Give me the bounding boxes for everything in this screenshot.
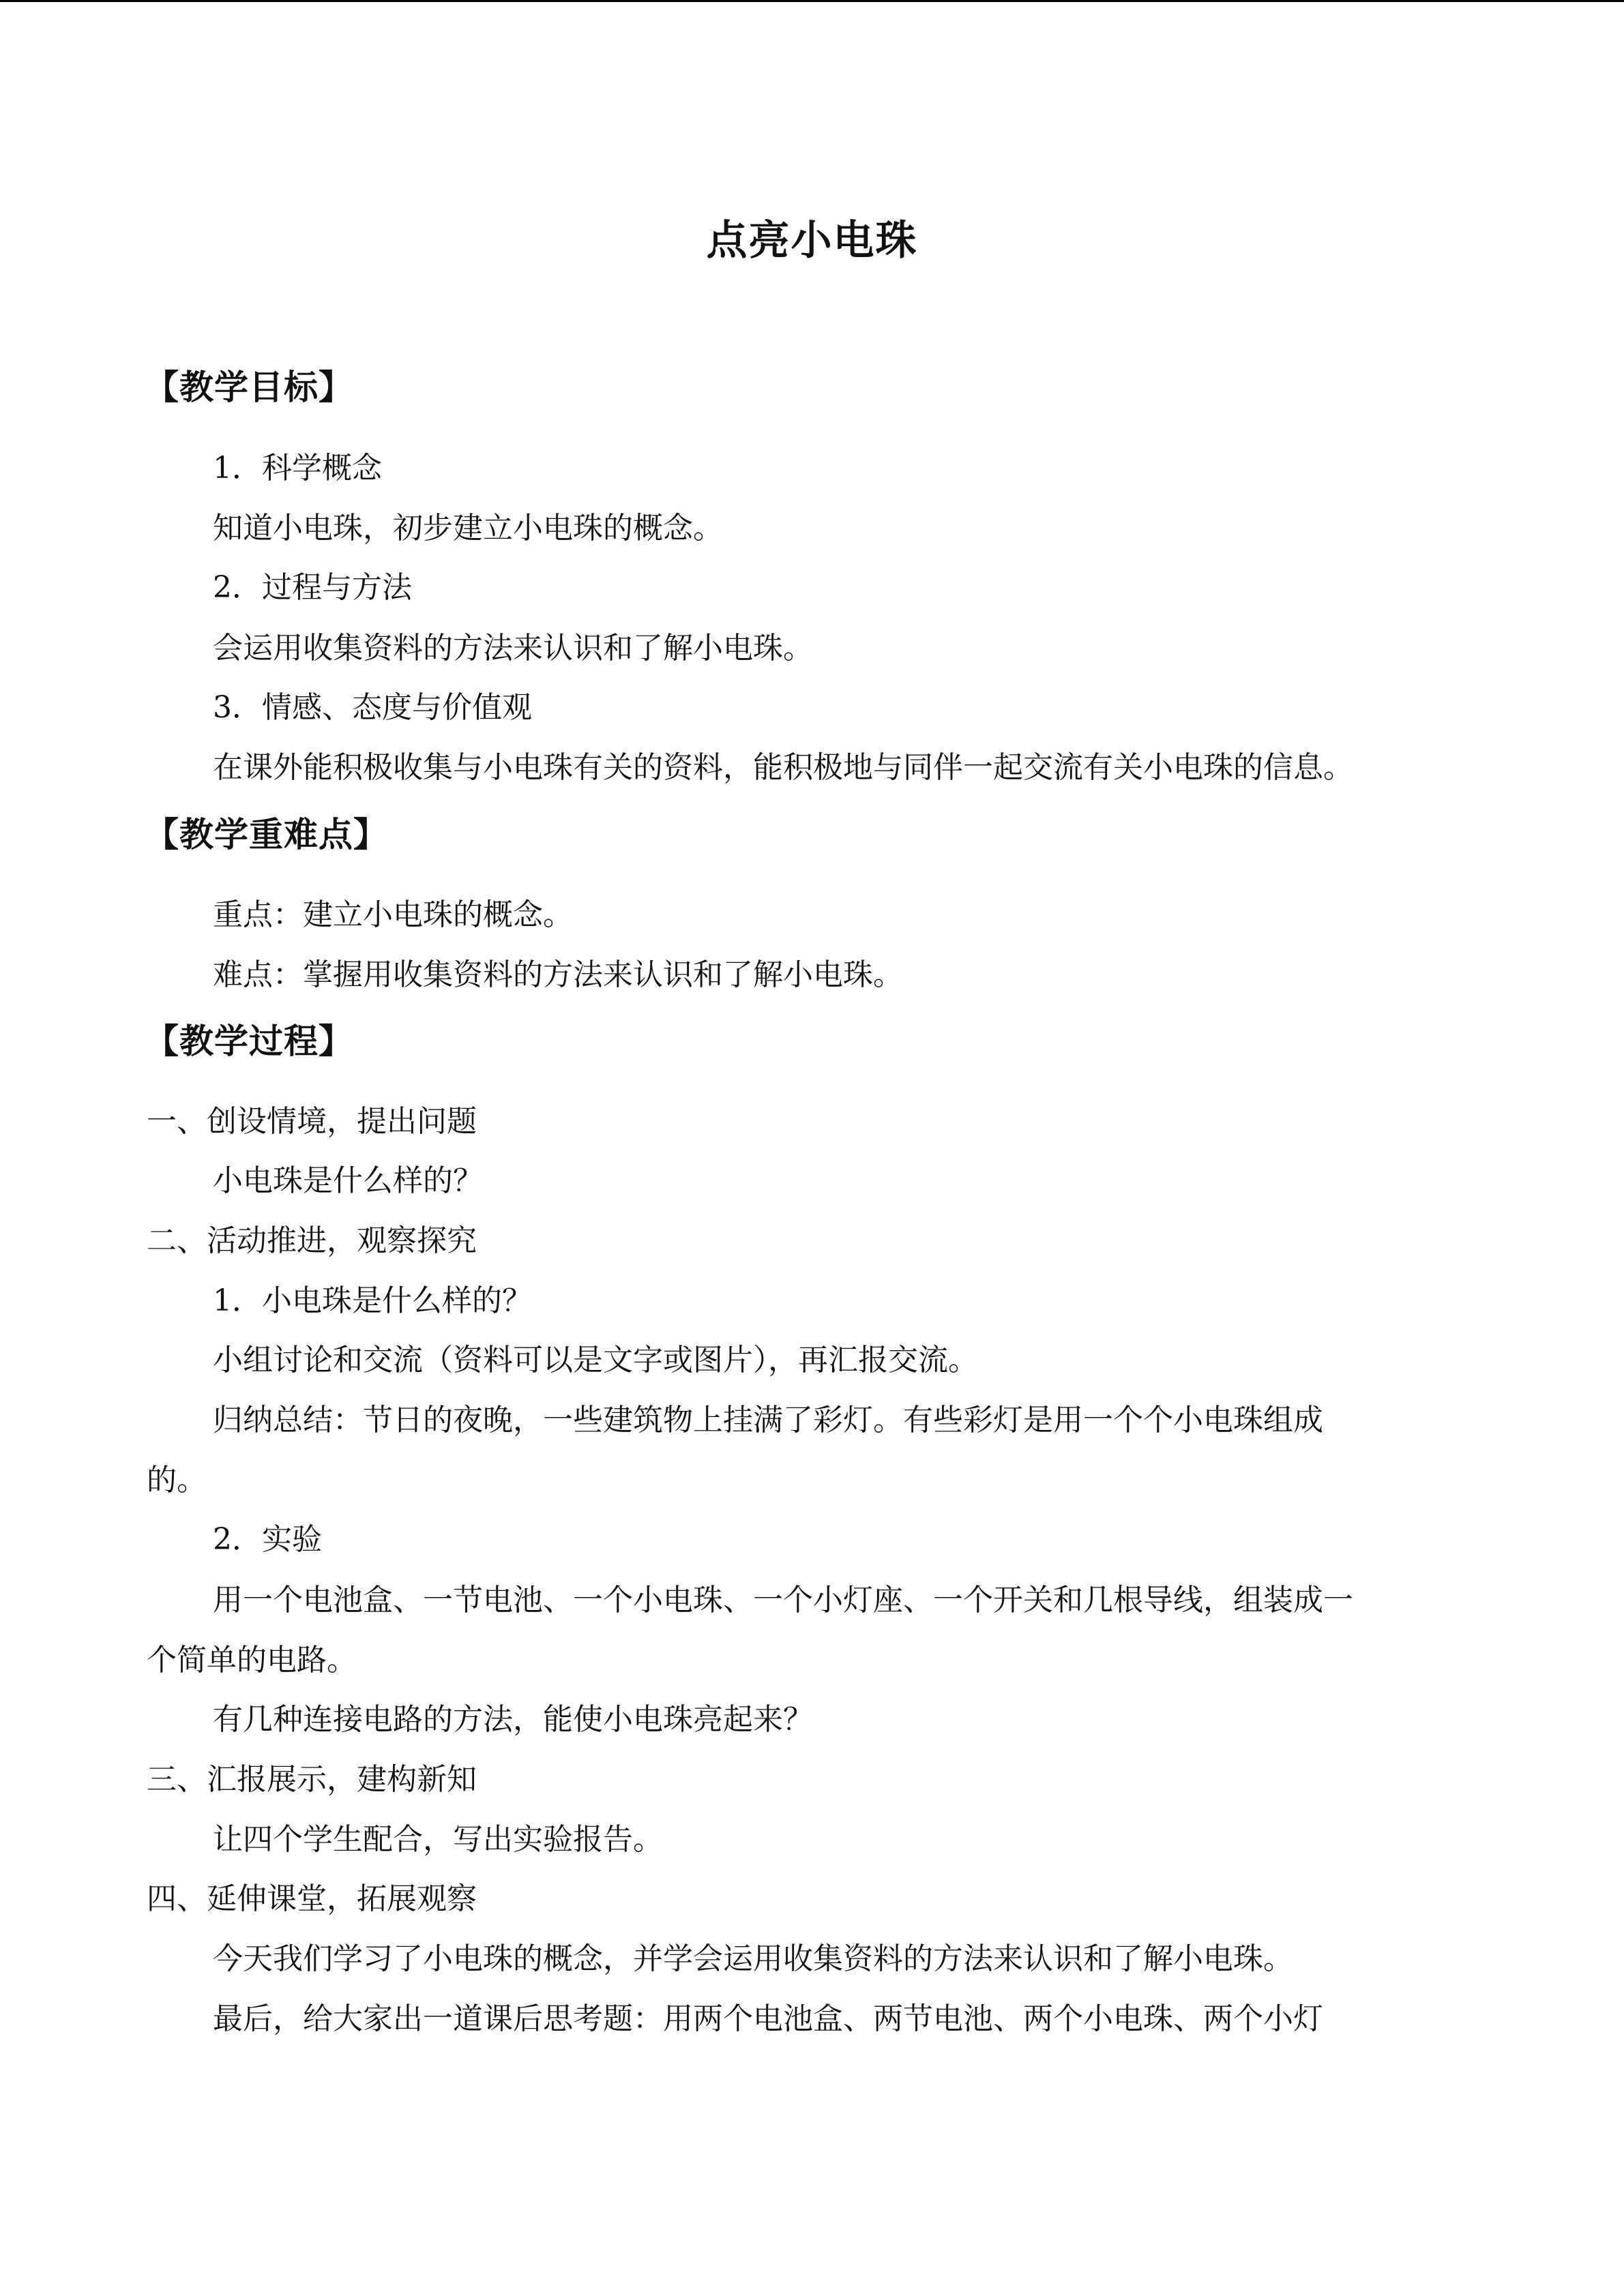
- objective-2-title: 2．过程与方法: [213, 570, 412, 605]
- process-part-1-text: 小电珠是什么样的？: [213, 1163, 483, 1198]
- page-title: 点亮小电珠: [706, 217, 918, 265]
- objective-1-text: 知道小电珠，初步建立小电珠的概念。: [213, 511, 723, 546]
- process-part-2-sub-1: 1．小电珠是什么样的？: [213, 1283, 532, 1318]
- process-heading: 【教学过程】: [145, 1021, 353, 1061]
- process-part-3-text: 让四个学生配合，写出实验报告。: [213, 1822, 663, 1857]
- process-part-4-title: 四、延伸课堂，拓展观察: [147, 1881, 477, 1916]
- process-part-2-question: 有几种连接电路的方法，能使小电珠亮起来？: [213, 1702, 813, 1737]
- process-part-2-experiment-line-2: 个简单的电路。: [147, 1643, 357, 1678]
- process-part-4-homework: 最后，给大家出一道课后思考题：用两个电池盒、两节电池、两个小电珠、两个小灯: [213, 2001, 1323, 2036]
- process-part-2-summary-line-2: 的。: [147, 1463, 207, 1497]
- process-part-3-title: 三、汇报展示，建构新知: [147, 1762, 477, 1797]
- process-part-2-title: 二、活动推进，观察探究: [147, 1223, 477, 1258]
- objective-1-title: 1．科学概念: [213, 451, 382, 486]
- process-part-2-summary-line-1: 归纳总结：节日的夜晚，一些建筑物上挂满了彩灯。有些彩灯是用一个个小电珠组成: [213, 1403, 1323, 1437]
- objective-2-text: 会运用收集资料的方法来认识和了解小电珠。: [213, 631, 813, 666]
- key-point-difficulty: 难点：掌握用收集资料的方法来认识和了解小电珠。: [213, 957, 903, 992]
- key-points-heading: 【教学重难点】: [145, 814, 388, 854]
- process-part-2-discussion: 小组讨论和交流（资料可以是文字或图片），再汇报交流。: [213, 1343, 978, 1377]
- objective-3-text: 在课外能积极收集与小电珠有关的资料，能积极地与同伴一起交流有关小电珠的信息。: [213, 750, 1353, 785]
- key-point-focus: 重点：建立小电珠的概念。: [213, 897, 573, 932]
- process-part-1-title: 一、创设情境，提出问题: [147, 1104, 477, 1139]
- process-part-2-sub-2: 2．实验: [213, 1522, 322, 1557]
- objective-3-title: 3．情感、态度与价值观: [213, 690, 532, 725]
- process-part-2-experiment-line-1: 用一个电池盒、一节电池、一个小电珠、一个小灯座、一个开关和几根导线，组装成一: [213, 1583, 1353, 1617]
- objectives-heading: 【教学目标】: [145, 367, 353, 407]
- process-part-4-text: 今天我们学习了小电珠的概念，并学会运用收集资料的方法来认识和了解小电珠。: [213, 1941, 1293, 1976]
